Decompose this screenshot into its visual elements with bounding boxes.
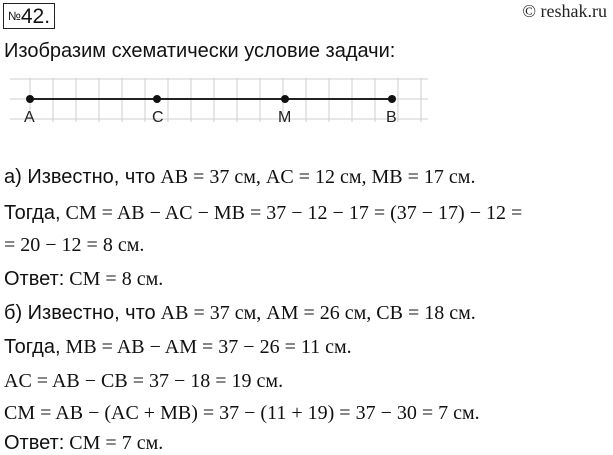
number-sign: №: [8, 9, 21, 23]
part-a-then-cont: = 20 − 12 = 8 см.: [4, 234, 145, 256]
problem-number: 42.: [20, 5, 51, 28]
part-a-given: AB = 37 см, AC = 12 см, MB = 17 см.: [160, 166, 476, 188]
label-a: A: [24, 109, 35, 126]
part-a-given-prefix: а) Известно, что: [4, 166, 156, 188]
part-b-then: MB = AB − AM = 37 − 26 = 11 см.: [65, 336, 352, 358]
part-a-then-prefix: Тогда,: [4, 202, 61, 224]
part-b-line2: AC = AB − CB = 37 − 18 = 19 см.: [4, 370, 284, 392]
segment-diagram: [0, 78, 613, 128]
part-a-answer: CM = 8 см.: [69, 268, 164, 290]
part-b-given-line: [4, 302, 476, 325]
problem-number-badge: [3, 3, 55, 29]
part-b-given-prefix: б) Известно, что: [4, 302, 156, 324]
label-c: C: [152, 109, 164, 126]
part-a-answer-line: [4, 268, 163, 291]
intro-text: Изобразим схематически условие задачи:: [4, 40, 396, 62]
part-a-answer-prefix: Ответ:: [4, 268, 65, 290]
part-b-then-line: [4, 336, 352, 359]
watermark: © reshak.ru: [522, 1, 607, 21]
part-b-given: AB = 37 см, AM = 26 см, CB = 18 см.: [160, 302, 476, 324]
part-b-then-prefix: Тогда,: [4, 336, 61, 358]
label-m: M: [278, 109, 292, 126]
part-b-line3: CM = AB − (AC + MB) = 37 − (11 + 19) = 37 − 30 = 7 см.: [4, 402, 480, 424]
part-a-given-line: [4, 166, 475, 189]
part-b-answer-prefix: Ответ:: [4, 432, 65, 454]
label-b: B: [386, 109, 397, 126]
part-b-answer: CM = 7 см.: [69, 432, 164, 454]
point-b: [388, 95, 396, 103]
point-c: [153, 95, 161, 103]
point-a: [26, 95, 34, 103]
part-a-then-line: [4, 202, 522, 225]
part-a-then: CM = AB − AC − MB = 37 − 12 − 17 = (37 − 17) − 12 =: [65, 202, 523, 224]
point-m: [281, 95, 289, 103]
part-b-answer-line: [4, 432, 163, 455]
